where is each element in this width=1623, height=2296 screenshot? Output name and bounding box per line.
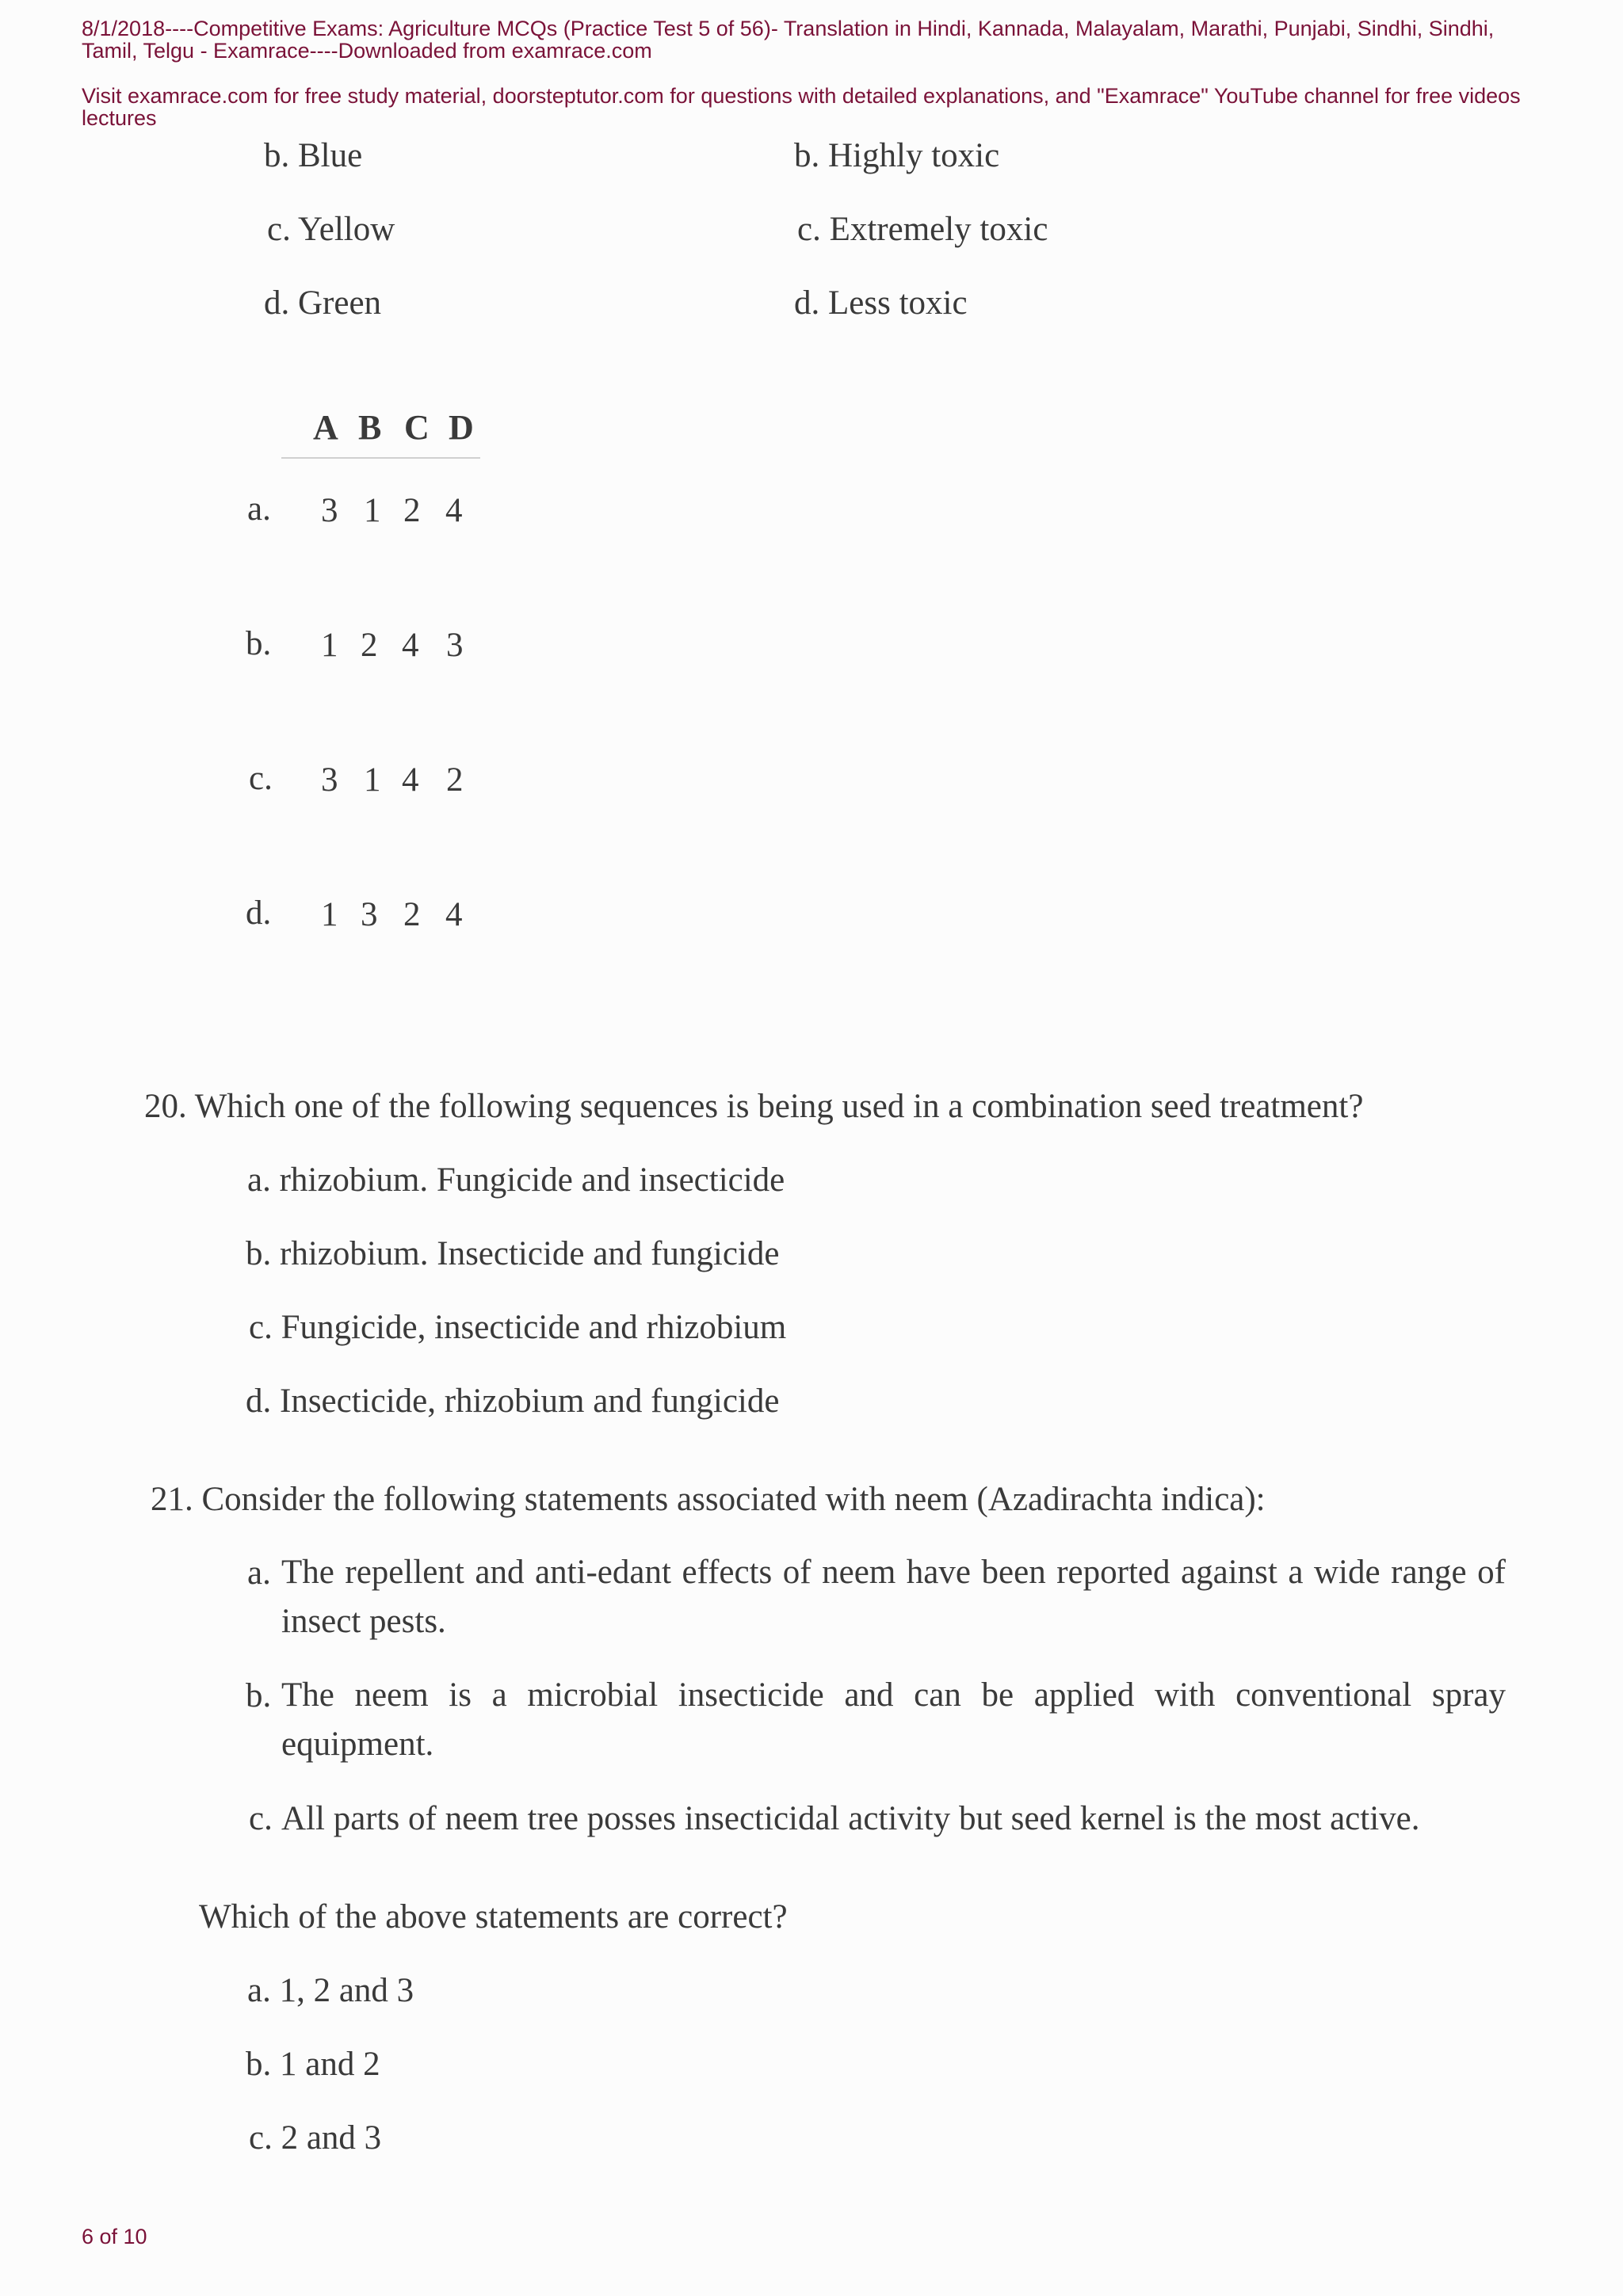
- cell: 3: [321, 492, 338, 529]
- list-right-item-d: d. Less toxic: [794, 284, 968, 322]
- statement-text: The repellent and anti-edant effects of neem have been reported against a wide range of insect pests.: [281, 1554, 1506, 1640]
- statement-text: The neem is a microbial insecticide and can be applied with conventional spray equipment.: [281, 1676, 1506, 1763]
- statement-text: All parts of neem tree posses insecticidal activity but seed kernel is the most active.: [281, 1800, 1420, 1837]
- question-20-option-d: d. Insecticide, rhizobium and fungicide: [246, 1383, 780, 1420]
- row-label: d.: [246, 894, 272, 932]
- cell: 1: [321, 896, 338, 933]
- statement-label: a.: [247, 1554, 271, 1592]
- question-21-prompt: Which of the above statements are correct?: [199, 1898, 788, 1936]
- cell: 4: [445, 492, 463, 529]
- cell: 4: [402, 627, 419, 664]
- question-20-option-b: b. rhizobium. Insecticide and fungicide: [246, 1235, 780, 1272]
- question-21-option-a: a. 1, 2 and 3: [247, 1972, 414, 2009]
- col-header-a: A: [313, 408, 338, 447]
- statement-label: b.: [246, 1677, 272, 1714]
- question-21-option-b: b. 1 and 2: [246, 2046, 380, 2083]
- cell: 2: [361, 627, 378, 664]
- cell: 2: [403, 492, 421, 529]
- question-20-option-c: c. Fungicide, insecticide and rhizobium: [249, 1309, 787, 1346]
- list-left-item-d: d. Green: [264, 284, 382, 322]
- page-number: 6 of 10: [82, 2225, 147, 2248]
- col-header-b: B: [358, 408, 382, 447]
- list-left-item-b: b. Blue: [264, 137, 363, 174]
- list-right-item-c: c. Extremely toxic: [797, 211, 1048, 248]
- list-left-item-c: c. Yellow: [267, 211, 395, 248]
- col-header-d: D: [449, 408, 474, 447]
- cell: 1: [364, 492, 381, 529]
- cell: 4: [402, 761, 419, 799]
- statement-label: c.: [249, 1800, 273, 1837]
- cell: 3: [321, 761, 338, 799]
- cell: 1: [364, 761, 381, 799]
- cell: 2: [403, 896, 421, 933]
- cell: 3: [361, 896, 378, 933]
- cell: 3: [446, 627, 464, 664]
- visit-notice: Visit examrace.com for free study material, doorsteptutor.com for questions with detailed explanations, and "Examrace" YouTube channel for free videos lectures: [82, 84, 1521, 130]
- col-header-c: C: [404, 408, 430, 447]
- row-label: b.: [246, 625, 272, 662]
- cell: 1: [321, 627, 338, 664]
- question-20-stem: 20. Which one of the following sequences is being used in a combination seed treatment?: [144, 1088, 1364, 1125]
- table-header-rule: [281, 457, 480, 459]
- row-label: a.: [247, 490, 271, 528]
- cell: 2: [446, 761, 464, 799]
- question-21-stem: 21. Consider the following statements associated with neem (Azadirachta indica):: [151, 1481, 1266, 1518]
- question-20-option-a: a. rhizobium. Fungicide and insecticide: [247, 1161, 785, 1199]
- row-label: c.: [249, 760, 273, 797]
- question-21-option-c: c. 2 and 3: [249, 2119, 382, 2157]
- list-right-item-b: b. Highly toxic: [794, 137, 1000, 174]
- source-header: 8/1/2018----Competitive Exams: Agriculture MCQs (Practice Test 5 of 56)- Translation in Hindi, Kannada, Malayalam, Marathi, Punjabi, Sindhi, Sindhi, Tamil, Telgu - Examrace----Downloaded from examrace.com: [82, 17, 1495, 63]
- cell: 4: [445, 896, 463, 933]
